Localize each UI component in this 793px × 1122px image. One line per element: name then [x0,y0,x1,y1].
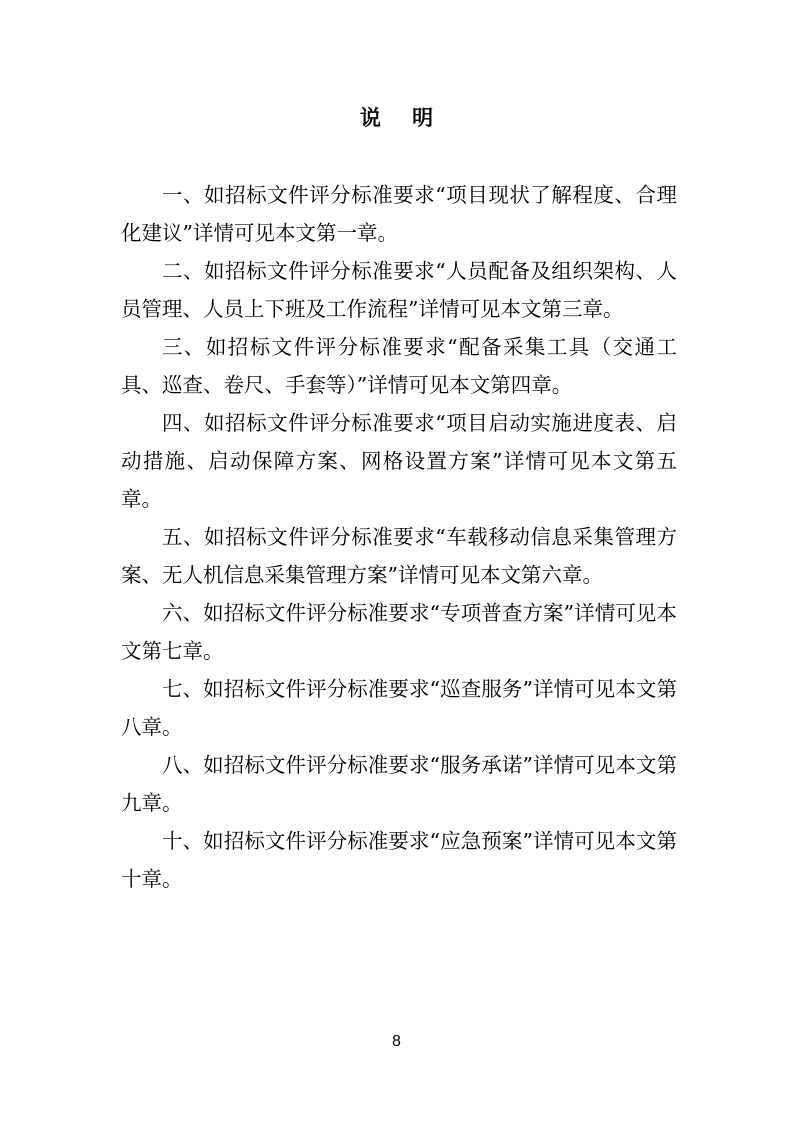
paragraph-2: 二、如招标文件评分标准要求“人员配备及组织架构、人员管理、人员上下班及工作流程”详情可见本文第三章。 [121,259,677,321]
paragraph-5: 五、如招标文件评分标准要求“车载移动信息采集管理方案、无人机信息采集管理方案”详情可见本文第六章。 [121,525,677,587]
paragraph-7: 七、如招标文件评分标准要求“巡查服务”详情可见本文第八章。 [121,677,677,739]
page-number: 8 [392,1033,401,1050]
paragraph-3: 三、如招标文件评分标准要求“配备采集工具（交通工具、巡查、卷尺、手套等）”详情可见本文第四章。 [121,335,677,397]
paragraph-9: 十、如招标文件评分标准要求“应急预案”详情可见本文第十章。 [121,829,677,891]
paragraph-1: 一、如招标文件评分标准要求“项目现状了解程度、合理化建议”详情可见本文第一章。 [121,183,677,245]
paragraph-8: 八、如招标文件评分标准要求“服务承诺”详情可见本文第九章。 [121,753,677,815]
page-title: 说 明 [359,106,446,130]
document-body [121,176,677,898]
paragraph-6: 六、如招标文件评分标准要求“专项普查方案”详情可见本文第七章。 [121,601,677,663]
paragraph-4: 四、如招标文件评分标准要求“项目启动实施进度表、启动措施、启动保障方案、网格设置方案”详情可见本文第五章。 [121,411,677,511]
